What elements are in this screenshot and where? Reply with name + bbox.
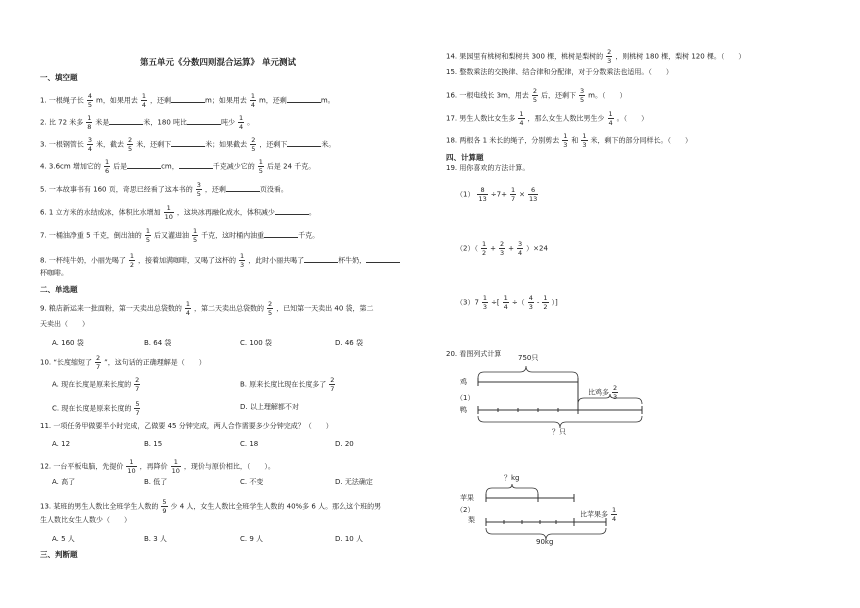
option-a[interactable]: A. 160 袋	[52, 339, 84, 347]
answer-blank[interactable]	[287, 139, 321, 147]
diagram-2-top-label: ？kg	[504, 474, 520, 482]
question-1: 1. 一根绳子长 $\frac{4}{5}$ m，如果用去 $\frac{1}{4}$ ，还剩 m；如果用去 $\frac{1}{4}$ m，还剩 m。	[40, 92, 335, 109]
option-d[interactable]: D. 46 袋	[335, 339, 363, 347]
question-15: 15. 整数乘法的交换律、结合律和分配律，对于分数乘法也适用。（ ）	[446, 68, 673, 76]
answer-blank[interactable]	[109, 117, 143, 125]
question-20: 20. 看图列式计算	[446, 350, 502, 358]
answer-blank[interactable]	[127, 161, 161, 169]
answer-blank[interactable]	[287, 95, 321, 103]
option-b[interactable]: B. 低了	[144, 478, 168, 486]
option-c[interactable]: C. 18	[240, 440, 259, 448]
calc-1: （1） $\frac{8}{13}$ ÷7+ $\frac{1}{7}$ × $\frac{6}{13}$	[456, 186, 538, 203]
question-9: 9. 粮店新运来一批面粉，第一天卖出总袋数的 $\frac{1}{4}$ ，第二天卖出总袋数的 $\frac{2}{5}$ ，已知第一天卖出 40 袋，第二	[40, 300, 374, 317]
diagram-1-top-label: 750只	[518, 354, 539, 362]
option-a[interactable]: A. 现在长度是原来长度的 $\frac{2}{7}$	[52, 376, 140, 393]
question-2: 2. 比 72 米多 $\frac{1}{8}$ 米是 米，180 吨比 吨少 $\frac{1}{4}$ 。	[40, 114, 255, 131]
question-17: 17. 男生人数比女生多 $\frac{1}{4}$ ，那么女生人数比男生少 $\frac{1}{4}$ 。（ ）	[446, 110, 649, 127]
answer-blank[interactable]	[275, 207, 309, 215]
section-calculation: 四、计算题	[446, 153, 484, 162]
option-c[interactable]: C. 9 人	[240, 535, 264, 543]
option-b[interactable]: B. 15	[144, 440, 163, 448]
diagram-1-number: （1）	[456, 394, 475, 402]
question-9-cont: 天卖出（ ）	[40, 320, 89, 328]
diagram-1-question: ？只	[552, 428, 566, 436]
calc-2: （2）（ $\frac{1}{2}$ + $\frac{2}{3}$ + $\frac{3}{4}$ ）×24	[456, 240, 548, 257]
option-a[interactable]: A. 12	[52, 440, 71, 448]
section-true-false: 三、判断题	[40, 550, 78, 559]
option-b[interactable]: B. 原来长度比现在长度多了 $\frac{2}{7}$	[240, 376, 335, 393]
section-fill: 一、填空题	[40, 73, 78, 82]
option-b[interactable]: B. 64 袋	[144, 339, 172, 347]
diagram-2-more-label: 比苹果多 $\frac{1}{4}$	[580, 506, 617, 523]
option-c[interactable]: C. 现在长度是原来长度的 $\frac{5}{7}$	[52, 400, 140, 417]
diagram-1	[456, 354, 656, 442]
answer-blank[interactable]	[171, 139, 205, 147]
option-b[interactable]: B. 3 人	[144, 535, 167, 543]
calc-3: （3）7 $\frac{1}{3}$ ÷[ $\frac{1}{4}$ ÷（ $\frac{4}{3}$ - $\frac{1}{2}$ ）]	[456, 294, 558, 311]
question-7: 7. 一桶油净重 5 千克，倒出油的 $\frac{1}{5}$ 后又灌进油 $\frac{1}{5}$ 千克，这时桶内油重 千克。	[40, 227, 320, 244]
option-c[interactable]: C. 不变	[240, 478, 264, 486]
answer-blank[interactable]	[171, 95, 205, 103]
answer-blank[interactable]	[264, 230, 298, 238]
answer-blank[interactable]	[226, 184, 260, 192]
diagram-1-more-label: 比鸡多 $\frac{2}{3}$	[588, 384, 618, 401]
question-10: 10. “长度缩短了 $\frac{2}{7}$ ”，这句话的正确理解是（ ）	[40, 354, 206, 371]
answer-blank[interactable]	[179, 161, 213, 169]
question-8: 8. 一杯纯牛奶，小丽先喝了 $\frac{1}{2}$ ，接着加满咖啡，又喝了这杯的 $\frac{1}{3}$ ，此时小丽共喝了 杯牛奶，	[40, 252, 400, 269]
diagram-2-number: （2）	[456, 506, 475, 514]
diagram-2-bottom-label: 90kg	[536, 538, 554, 546]
option-d[interactable]: D. 无法确定	[335, 478, 373, 486]
option-a[interactable]: A. 高了	[52, 478, 76, 486]
option-a[interactable]: A. 5 人	[52, 535, 75, 543]
diagram-1-label-duck: 鸭	[460, 406, 467, 414]
question-16: 16. 一根电线长 3m，用去 $\frac{2}{5}$ 后，还剩下 $\frac{3}{5}$ m。（ ）	[446, 87, 627, 104]
question-8-cont: 杯咖啡。	[40, 269, 68, 277]
answer-blank[interactable]	[304, 255, 338, 263]
option-c[interactable]: C. 100 袋	[240, 339, 272, 347]
diagram-2-label-apple: 苹果	[460, 494, 474, 502]
diagram-2-label-pear: 梨	[468, 516, 475, 524]
question-13-cont: 生人数比女生人数少（ ）	[40, 516, 131, 524]
answer-blank[interactable]	[366, 255, 400, 263]
option-d[interactable]: D. 以上理解都不对	[240, 403, 299, 411]
diagram-2-lines	[456, 476, 656, 546]
question-19: 19. 用你喜欢的方法计算。	[446, 164, 530, 172]
question-11: 11. 一项任务甲做要半小时完成，乙做要 45 分钟完成，两人合作需要多少分钟完成？（ ）	[40, 422, 333, 430]
question-14: 14. 果园里有桃树和梨树共 300 棵，桃树是梨树的 $\frac{2}{3}$ ，则桃树 180 棵，梨树 120 棵。（ ）	[446, 48, 746, 65]
question-5: 5. 一本故事书有 160 页，奇思已经看了这本书的 $\frac{3}{5}$ ，还剩 页没看。	[40, 181, 288, 198]
page-title: 第五单元《分数四则混合运算》 单元测试	[140, 58, 296, 68]
question-3: 3. 一根钢管长 $\frac{3}{4}$ 米，截去 $\frac{2}{5}$ 米，还剩下 米；如果截去 $\frac{2}{5}$ ，还剩下 米。	[40, 136, 336, 153]
question-6: 6. 1 立方米的水结成冰，体积比水增加 $\frac{1}{10}$ ，这块冰再融化成水，体积减少 。	[40, 204, 316, 221]
question-13: 13. 某班的男生人数比全班学生人数的 $\frac{5}{9}$ 少 4 人，女生人数比全班学生人数的 40%多 6 人。那么这个班的男	[40, 498, 382, 515]
option-d[interactable]: D. 20	[335, 440, 354, 448]
option-d[interactable]: D. 10 人	[335, 535, 363, 543]
question-12: 12. 一台平板电脑，先提价 $\frac{1}{10}$ ，再降价 $\frac{1}{10}$ ，现价与原价相比，（ ）。	[40, 458, 275, 475]
question-18: 18. 两根各 1 米长的绳子，分别剪去 $\frac{1}{3}$ 和 $\frac{1}{3}$ 米，剩下的部分同样长。（ ）	[446, 132, 693, 149]
section-single-choice: 二、单选题	[40, 285, 78, 294]
diagram-1-label-chicken: 鸡	[460, 378, 467, 386]
answer-blank[interactable]	[187, 117, 221, 125]
diagram-2	[456, 476, 656, 546]
question-4: 4. 3.6cm 增加它的 $\frac{1}{6}$ 后是 cm， 千克减少它的 $\frac{1}{5}$ 后是 24 千克。	[40, 158, 316, 175]
